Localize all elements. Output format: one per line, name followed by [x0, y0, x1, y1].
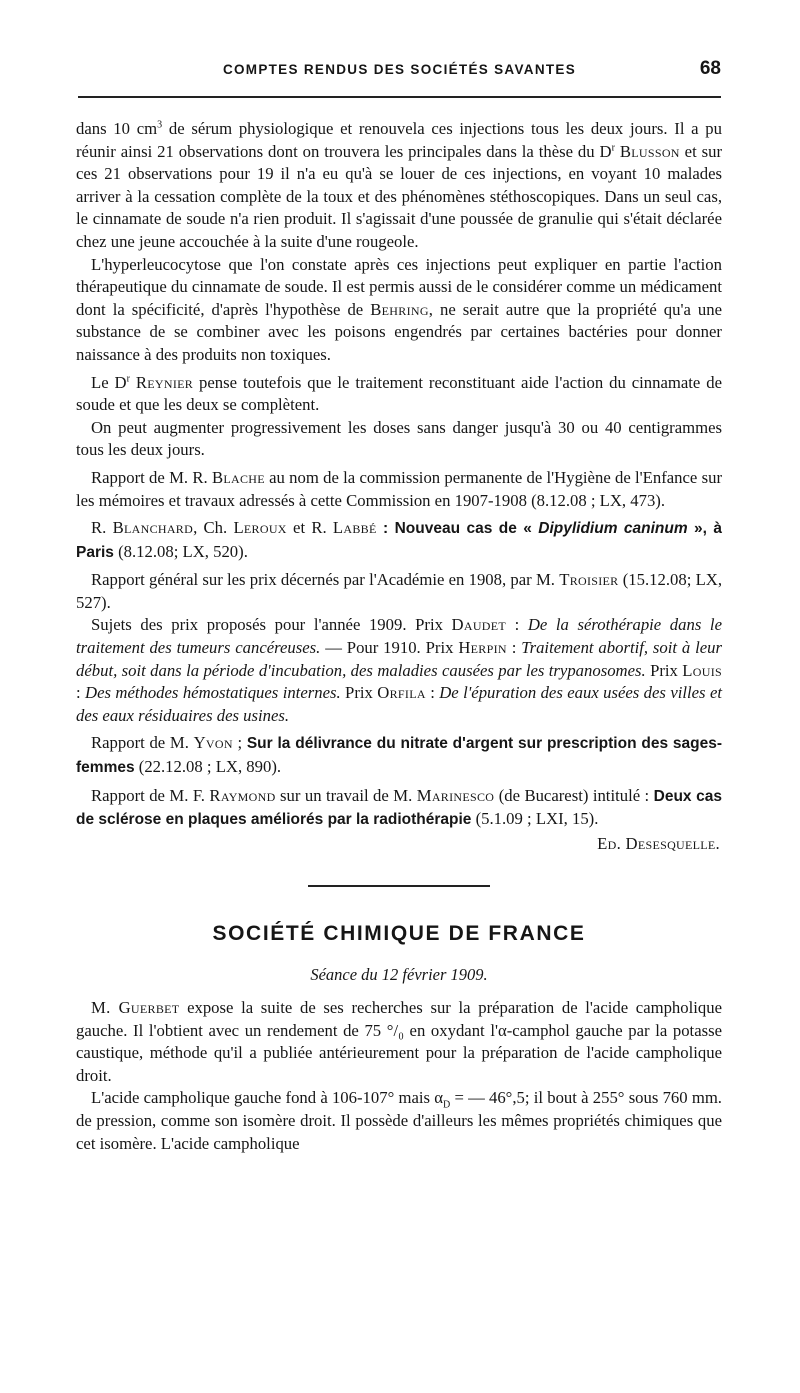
- subscript: D: [442, 1099, 451, 1111]
- text-span: R.: [91, 518, 113, 538]
- text-span: Rapport de M. F.: [91, 785, 210, 805]
- paragraph-injections: [76, 118, 722, 254]
- paragraph-hyperleucocytose: [76, 254, 722, 367]
- prize-name: Daudet: [451, 615, 507, 635]
- text-span: Prix: [645, 660, 683, 680]
- prize-name: Louis: [682, 660, 722, 680]
- text-span: (5.1.09 ; LXI, 15).: [471, 809, 599, 829]
- text-span: pense toutefois que le traitement reconstituant aide l'action du cinnamate de soude et que les deux se complètent.: [76, 372, 722, 415]
- header-rule: [78, 96, 721, 98]
- text-span: (15.12.08; LX, 527).: [76, 570, 722, 612]
- text-span: (22.12.08 ; LX, 890).: [134, 757, 282, 777]
- author-name: Behring: [370, 299, 429, 319]
- paragraph-rapport-yvon: [76, 732, 722, 779]
- italic-title: De l'épuration des eaux usées des villes et des eaux résiduaires des usines.: [76, 683, 722, 725]
- author-name: Raymond: [209, 785, 276, 805]
- section-divider: [308, 885, 490, 887]
- text-span: ;: [232, 733, 247, 753]
- text-span: :: [506, 615, 528, 635]
- paragraph-sujets-prix: [76, 614, 722, 727]
- author-name: Blanchard: [112, 518, 194, 538]
- paragraph-guerbet: [76, 997, 722, 1087]
- session-date: Séance du 12 février 1909.: [310, 965, 488, 985]
- author-name: Blache: [211, 467, 265, 487]
- italic-title: Des méthodes hémostatiques internes.: [85, 683, 341, 703]
- signature: Ed. Desesquelle.: [597, 833, 720, 853]
- text-span: dans 10 cm: [76, 119, 158, 138]
- running-header: [78, 58, 721, 88]
- paragraph-rapport-general: [76, 569, 722, 614]
- text-span: = — 46°,5; il bout à 255° sous 760 mm. de pression, comme son isomère droit. Il possède d'ailleurs les mêmes propriétés chimiques que cet isomère. L'acide campholique: [76, 1088, 722, 1153]
- text-span: Le D: [91, 372, 127, 392]
- paragraph-rapport-blache: [76, 467, 722, 512]
- author-name: Reynier: [135, 372, 194, 392]
- section-title: SOCIÉTÉ CHIMIQUE DE FRANCE: [212, 922, 586, 946]
- prize-name: Orfila: [377, 683, 426, 703]
- running-title: COMPTES RENDUS DES SOCIÉTÉS SAVANTES: [222, 62, 577, 77]
- text-span: de sérum physiologique et renouvela ces injections tous les deux jours. Il a pu réunir ainsi 21 observations dont on trouvera les principales dans la thèse du D: [76, 119, 722, 161]
- bold-title: : Nouveau cas de «: [376, 520, 539, 538]
- text-span: L'acide campholique gauche fond à 106-107° mais α: [91, 1088, 443, 1108]
- text-span: (de Bucarest) intitulé :: [494, 785, 654, 805]
- text-span: L'hyperleucocytose que l'on constate après ces injections peut expliquer en partie l'action thérapeutique du cinnamate de soude. Il est permis aussi de le considérer comme un médicament dont la spécificité, d'après l'hypothèse de: [76, 254, 722, 319]
- paragraph-rapport-raymond: [76, 785, 722, 832]
- text-span: sur un travail de M.: [275, 785, 417, 805]
- bold-italic-title: Dipylidium caninum: [538, 520, 688, 538]
- author-name: Troisier: [559, 570, 619, 590]
- italic-title: De la sérothérapie dans le traitement des tumeurs cancéreuses.: [76, 615, 722, 658]
- page-number: 68: [699, 58, 721, 79]
- text-span: (8.12.08; LX, 520).: [113, 541, 248, 561]
- text-span: , Ch.: [193, 518, 234, 538]
- author-name: M. Guerbet: [91, 998, 180, 1017]
- text-span: et R.: [286, 518, 333, 538]
- author-name: Labbé: [332, 518, 377, 538]
- text-span: Rapport de M.: [91, 733, 194, 753]
- text-span: expose la suite de ses recherches sur la préparation de l'acide campholique gauche. Il l'obtient avec un rendement de 75 °/₀ en oxydant l'α-camphol gauche par la potasse caustique, méthode qu'il a publiée antérieurement pour la préparation de l'acide campholique droit.: [76, 998, 722, 1085]
- italic-title: Traitement abortif, soit à leur début, soit dans la période d'incubation, des maladies causées par les trypanosomes.: [76, 638, 722, 680]
- text-span: :: [425, 683, 440, 703]
- author-name: Yvon: [193, 733, 233, 753]
- prize-name: Herpin: [458, 638, 507, 658]
- author-name: Leroux: [233, 518, 287, 538]
- text-span: On peut augmenter progressivement les doses sans danger jusqu'à 30 ou 40 centigrammes tous les deux jours.: [76, 417, 722, 460]
- author-name: Marinesco: [416, 785, 495, 805]
- author-name: Blusson: [619, 141, 680, 161]
- paragraph-dipylidium: [76, 517, 722, 564]
- superscript: r: [126, 372, 130, 384]
- text-span: — Pour 1910. Prix: [320, 638, 459, 658]
- text-span: Rapport de M. R.: [91, 467, 212, 487]
- body-text: [76, 118, 722, 1155]
- text-span: :: [506, 638, 522, 658]
- text-span: Rapport général sur les prix décernés par l'Académie en 1908, par M.: [91, 570, 560, 590]
- superscript: 3: [157, 119, 163, 131]
- text-span: Prix: [340, 683, 378, 703]
- text-span: , ne serait autre que la propriété qu'a une substance de se combiner avec les poisons engendrés par certaines bactéries pour donner naissance à des produits non toxiques.: [76, 299, 722, 364]
- paragraph-acide-campholique: [76, 1087, 722, 1155]
- bold-title: », à Paris: [76, 520, 722, 561]
- paragraph-doses: [76, 417, 722, 462]
- superscript: r: [611, 142, 615, 154]
- paragraph-reynier: [76, 372, 722, 417]
- bold-title: Sur la délivrance du nitrate d'argent sur prescription des sages-femmes: [76, 735, 722, 777]
- text-span: au nom de la commission permanente de l'Hygiène de l'Enfance sur les mémoires et travaux adressés à cette Commission en 1907-1908 (8.12.08 ; LX, 473).: [76, 467, 722, 510]
- text-span: :: [76, 683, 86, 703]
- bold-title: Deux cas de sclérose en plaques améliorés par la radiothérapie: [76, 787, 722, 829]
- text-span: et sur ces 21 observations pour 19 il n'a eu qu'à se louer de ces injections, en voyant 10 malades arriver à la cessation complète de la toux et des phénomènes stéthoscopiques. Dans un seul cas, le cinnamate de soude n'a rien produit. Il s'agissait d'une poussée de granulie qui s'était déclarée chez une jeune accouchée à la suite d'une rougeole.: [76, 141, 723, 251]
- text-span: Sujets des prix proposés pour l'année 1909. Prix: [91, 615, 452, 635]
